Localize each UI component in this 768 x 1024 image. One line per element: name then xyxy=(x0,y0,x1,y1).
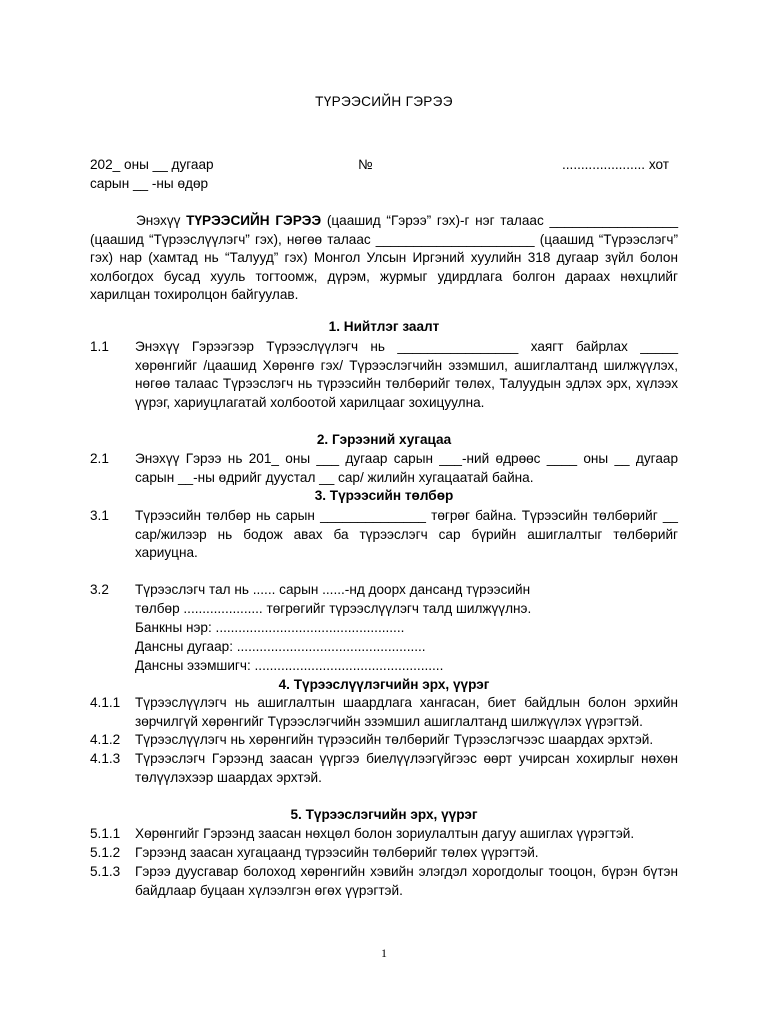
clause-number: 4.1.2 xyxy=(90,732,121,747)
clause-number: 4.1.1 xyxy=(90,695,121,710)
clause-number: 5.1.3 xyxy=(90,864,121,879)
clause-text: Түрээслэгч тал нь ...... сарын ......-нд доорх дансанд түрээсийн xyxy=(135,582,531,597)
clause-number: 3.1 xyxy=(90,508,109,523)
intro-prefix: Энэхүү xyxy=(136,213,181,228)
clause-4-1-1 xyxy=(90,694,678,731)
clause-text: Гэрээнд заасан хугацаанд түрээсийн төлбөрийг төлөх үүрэгтэй. xyxy=(135,845,539,860)
account-owner-line: Дансны эзэмшигч: .................................................. xyxy=(135,658,444,673)
date-line-1: 202_ оны __ дугаар xyxy=(90,157,214,172)
clause-4-1-3 xyxy=(90,750,678,787)
clause-4-1-2 xyxy=(90,731,678,750)
date-line-2: сарын __ -ны өдөр xyxy=(90,176,209,191)
intro-paragraph xyxy=(90,212,678,305)
clause-number: 5.1.1 xyxy=(90,826,121,841)
clause-5-1-2 xyxy=(90,844,678,863)
intro-rest: (цаашид “Гэрээ” гэх)-г нэг талаас _________________ (цаашид “Түрээслүүлэгч” гэх), нөгөө талаас _____________________ (цаашид “Түрээслэгч” гэх) нар (хамтад нь “Талууд” гэх) Монгол Улсын Иргэний хуулийн 318 дугаар зүйл болон холбогдох бусад хууль тогтоомж, дүрэм, журмыг удирдлага болгон дараах нөхцлийг харилцан тохиролцон байгуулав. xyxy=(90,213,679,303)
clause-3-2-line-2: төлбөр ..................... төгрөгийг түрээслүүлэгч талд шилжүүлнэ. xyxy=(135,601,532,616)
intro-bold-title: ТҮРЭЭСИЙН ГЭРЭЭ xyxy=(186,213,322,228)
clause-3-1 xyxy=(90,507,678,563)
clause-text: Гэрээ дуусгавар болоход хөрөнгийн хэвийн элэгдэл хорогдолыг тооцон, бүрэн бүтэн байдлаар буцаан хүлээлгэн өгөх үүрэгтэй. xyxy=(135,864,678,898)
clause-text: Түрээслүүлэгч нь ашиглалтын шаардлага хангасан, биет байдлын болон эрхийн зөрчилгүй хөрөнгийг Түрээслэгчийн эзэмшил ашиглалтанд шилжүүлэх үүрэгтэй. xyxy=(135,695,678,729)
clause-number: 2.1 xyxy=(90,451,109,466)
clause-text: Энэхүү Гэрээгээр Түрээслүүлэгч нь ________________ хаягт байрлах _____ хөрөнгийг /цаашид Хөрөнгө гэх/ Түрээслэгчийн эзэмшил, ашиглалтанд шилжүүлэх, нөгөө талаас Түрээслэгч нь түрээсийн төлбөрийг төлөх, Талуудын эдлэх эрх, хүлээх үүрэг, хариуцлагатай холбоотой харилцааг зохицуулна. xyxy=(135,339,678,410)
section-1-heading: 1. Нийтлэг заалт xyxy=(328,319,440,334)
page-number: 1 xyxy=(381,946,387,960)
clause-3-2 xyxy=(90,581,678,600)
section-3-heading: 3. Түрээсийн төлбөр xyxy=(314,488,454,503)
clause-number: 1.1 xyxy=(90,339,109,354)
clause-2-1 xyxy=(90,450,678,487)
section-2-heading: 2. Гэрээний хугацаа xyxy=(316,432,452,447)
account-number-line: Дансны дугаар: .................................................. xyxy=(135,639,426,654)
clause-text: Түрээсийн төлбөр нь сарын ______________ төгрөг байна. Түрээсийн төлбөрийг __ сар/жилээр нь бодож авах ба түрээслэгч сар бүрийн ашиглалтыг төлбөрийг хариуцна. xyxy=(135,508,678,561)
clause-text: Түрээслүүлэгч нь хөрөнгийн түрээсийн төлбөрийг Түрээслэгчээс шаардах эрхтэй. xyxy=(135,732,654,747)
section-4-heading: 4. Түрээслүүлэгчийн эрх, үүрэг xyxy=(278,677,490,692)
contract-number: № xyxy=(358,157,373,172)
clause-5-1-1 xyxy=(90,825,678,844)
clause-text: Хөрөнгийг Гэрээнд заасан нөхцөл болон зориулалтын дагуу ашиглах үүрэгтэй. xyxy=(135,826,635,841)
clause-5-1-3 xyxy=(90,863,678,900)
clause-number: 4.1.3 xyxy=(90,751,121,766)
bank-name-line: Банкны нэр: .................................................. xyxy=(135,620,405,635)
city-field: ...................... хот xyxy=(562,157,669,172)
clause-text: Түрээслэгч Гэрээнд заасан үүргээ биелүүлээгүйгээс өөрт учирсан хохирлыг нөхөн төлүүлэхээр шаардах эрхтэй. xyxy=(135,751,678,785)
clause-number: 5.1.2 xyxy=(90,845,121,860)
section-5-heading: 5. Түрээслэгчийн эрх, үүрэг xyxy=(290,807,478,822)
clause-text: Энэхүү Гэрээ нь 201_ оны ___ дугаар сарын ___-ний өдрөөс ____ оны __ дугаар сарын __-ны өдрийг дуустал __ сар/ жилийн хугацаатай байна. xyxy=(135,451,678,485)
clause-1-1 xyxy=(90,338,678,412)
document-title: ТҮРЭЭСИЙН ГЭРЭЭ xyxy=(315,94,453,109)
clause-number: 3.2 xyxy=(90,582,109,597)
